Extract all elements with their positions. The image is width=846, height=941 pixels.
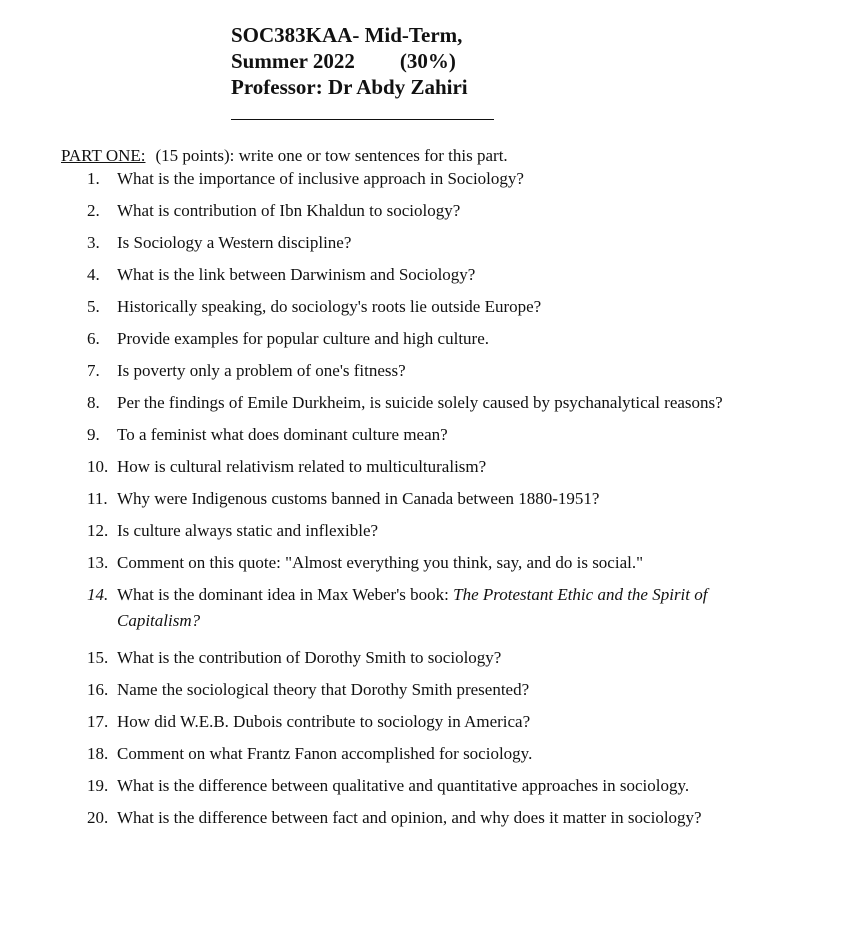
question-text: Per the findings of Emile Durkheim, is suicide solely caused by psychanalytical reasons? <box>117 393 723 412</box>
question-number: 12. <box>87 521 109 540</box>
question-text: How did W.E.B. Dubois contribute to sociology in America? <box>117 712 531 731</box>
question-text: What is the dominant idea in Max Weber's book: <box>117 585 449 604</box>
question-item <box>87 456 723 488</box>
question-item <box>87 552 723 584</box>
question-text: Comment on what Frantz Fanon accomplished for sociology. <box>117 744 533 763</box>
question-number: 14. <box>87 585 109 604</box>
question-number: 4. <box>87 265 100 284</box>
question-text: What is the importance of inclusive approach in Sociology? <box>117 169 524 188</box>
question-item <box>87 520 723 552</box>
question-number: 10. <box>87 457 109 476</box>
question-number: 18. <box>87 744 109 763</box>
question-text: Is Sociology a Western discipline? <box>117 233 352 252</box>
question-text: Is poverty only a problem of one's fitness? <box>117 361 406 380</box>
question-text: Comment on this quote: "Almost everything you think, say, and do is social." <box>117 553 644 572</box>
question-item <box>87 807 723 839</box>
question-text: What is the difference between qualitative and quantitative approaches in sociology. <box>117 776 690 795</box>
question-number: 15. <box>87 648 109 667</box>
question-number: 8. <box>87 393 100 412</box>
question-text: Why were Indigenous customs banned in Canada between 1880-1951? <box>117 489 600 508</box>
question-number: 9. <box>87 425 100 444</box>
book-title: The Protestant Ethic and the Spirit of <box>453 585 708 604</box>
question-number: 1. <box>87 169 100 188</box>
question-item <box>87 679 723 711</box>
part-one-instructions: (15 points): write one or tow sentences for this part. <box>155 146 508 165</box>
question-item <box>87 743 723 775</box>
question-text: To a feminist what does dominant culture mean? <box>117 425 448 444</box>
question-text: What is contribution of Ibn Khaldun to sociology? <box>117 201 461 220</box>
question-item <box>87 360 723 392</box>
exam-header <box>231 22 468 100</box>
question-number: 20. <box>87 808 109 827</box>
question-text: What is the difference between fact and opinion, and why does it matter in sociology? <box>117 808 702 827</box>
question-text: What is the contribution of Dorothy Smith to sociology? <box>117 648 502 667</box>
question-item <box>87 296 723 328</box>
question-number: 17. <box>87 712 109 731</box>
term-line <box>231 48 468 74</box>
question-item <box>87 711 723 743</box>
question-item <box>87 488 723 520</box>
question-item <box>87 168 723 200</box>
question-text: Is culture always static and inflexible? <box>117 521 379 540</box>
question-item <box>87 392 723 424</box>
question-text: Provide examples for popular culture and high culture. <box>117 329 489 348</box>
question-text: Name the sociological theory that Dorothy Smith presented? <box>117 680 530 699</box>
question-item <box>87 424 723 456</box>
question-text: How is cultural relativism related to multiculturalism? <box>117 457 487 476</box>
term-label: Summer 2022 <box>231 49 355 73</box>
question-item <box>87 200 723 232</box>
question-item <box>87 328 723 360</box>
question-item <box>87 232 723 264</box>
question-number: 5. <box>87 297 100 316</box>
question-item <box>87 647 723 679</box>
part-one-heading <box>61 146 508 166</box>
question-item <box>87 584 723 647</box>
question-text: Historically speaking, do sociology's roots lie outside Europe? <box>117 297 542 316</box>
question-item <box>87 775 723 807</box>
weight-label: (30%) <box>399 49 456 73</box>
question-number: 3. <box>87 233 100 252</box>
question-number: 13. <box>87 553 109 572</box>
question-number: 16. <box>87 680 109 699</box>
question-number: 6. <box>87 329 100 348</box>
question-list <box>87 168 723 839</box>
question-number: 11. <box>87 489 108 508</box>
question-number: 2. <box>87 201 100 220</box>
part-one-label: PART ONE: <box>61 146 146 165</box>
question-number: 7. <box>87 361 100 380</box>
header-divider <box>231 119 494 120</box>
course-title: SOC383KAA- Mid-Term, <box>231 23 463 47</box>
book-title-continued: Capitalism? <box>117 611 201 630</box>
question-number: 19. <box>87 776 109 795</box>
question-text: What is the link between Darwinism and Sociology? <box>117 265 476 284</box>
professor-line: Professor: Dr Abdy Zahiri <box>231 75 468 99</box>
question-item <box>87 264 723 296</box>
